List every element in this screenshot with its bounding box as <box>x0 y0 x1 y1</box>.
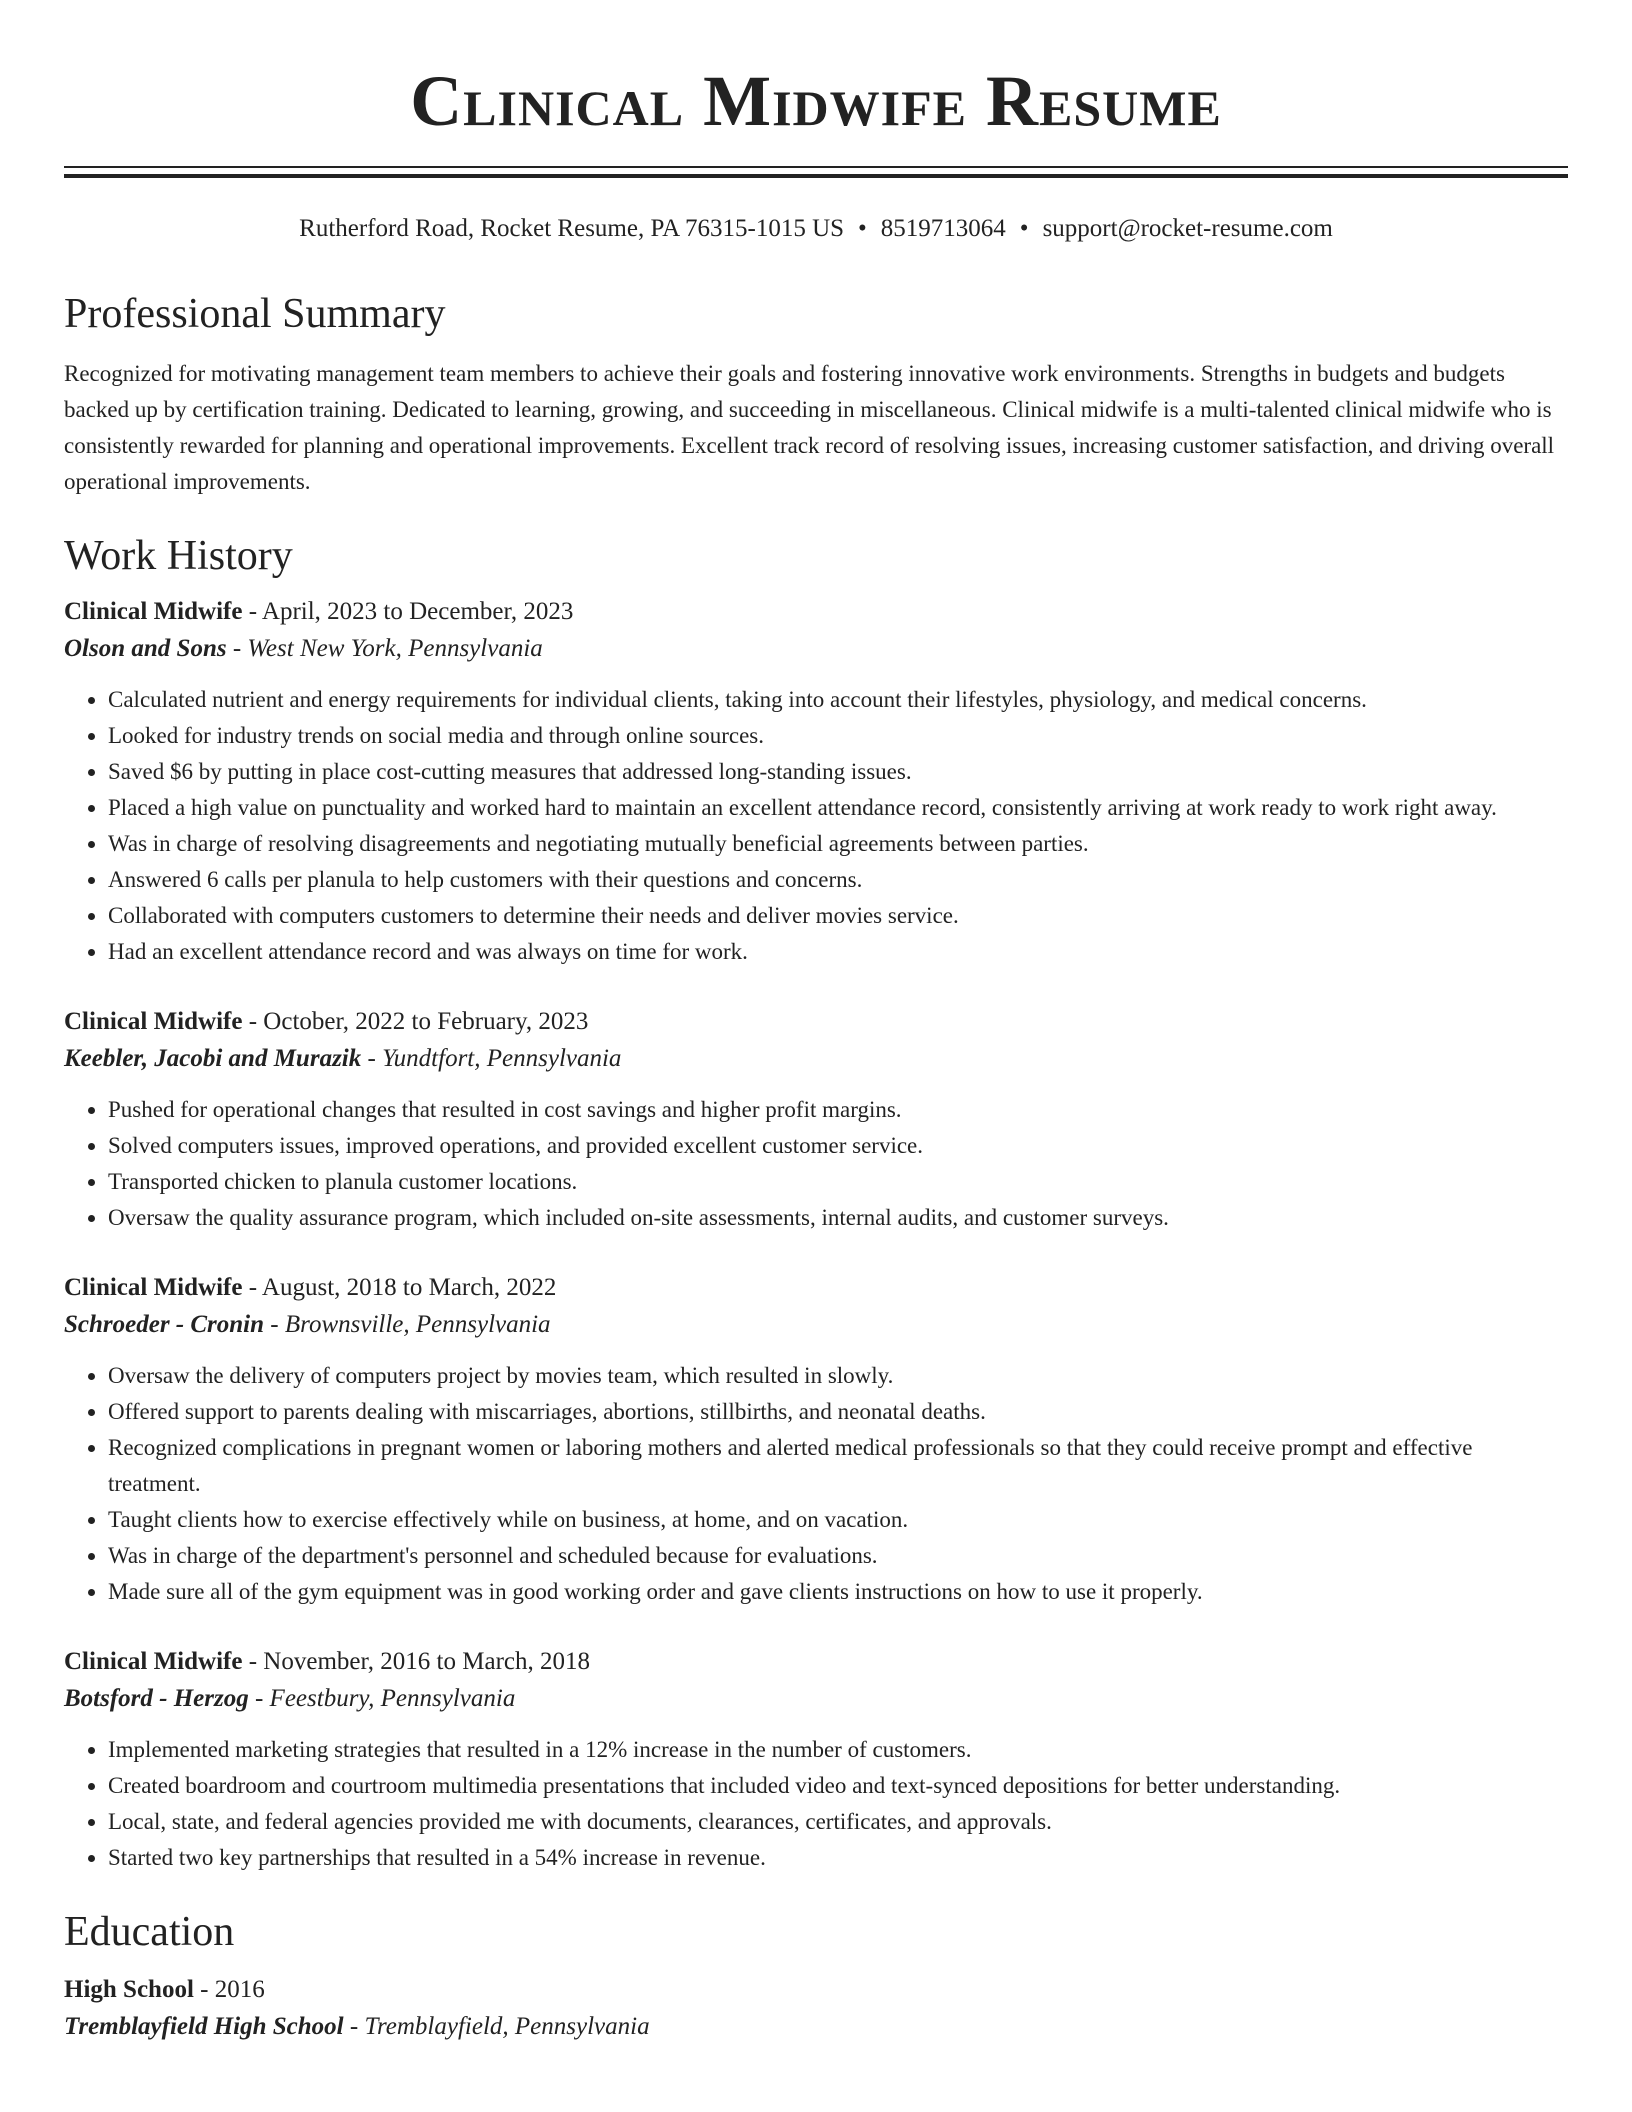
job-role: Clinical Midwife <box>64 1648 243 1675</box>
education-heading: Education <box>64 1909 235 1955</box>
contact-address: Rutherford Road, Rocket Resume, PA 76315-1015 US <box>299 215 845 242</box>
list-item: • Collaborated with computers customers to determine their needs and deliver movies service. <box>108 898 1568 934</box>
education-entry <box>64 1972 1568 2046</box>
list-item: • Was in charge of resolving disagreements and negotiating mutually beneficial agreements between parties. <box>108 826 1568 862</box>
job-bullets <box>64 1732 1568 1876</box>
summary-text: Recognized for motivating management team members to achieve their goals and fostering innovative work environments. Strengths in budgets and budgets backed up by certification training. Dedicated to learning, growing, and succeeding in miscellaneous. Clinical midwife is a multi-talented clinical midwife who is consistently rewarded for planning and operational improvements. Excellent track record of resolving issues, increasing customer satisfaction, and driving overall operational improvements. <box>64 361 1555 494</box>
job-dates: - November, 2016 to March, 2018 <box>242 1648 591 1675</box>
job-role: Clinical Midwife <box>64 598 243 625</box>
list-item: • Taught clients how to exercise effectively while on business, at home, and on vacation. <box>108 1502 1568 1538</box>
contact-separator: • <box>1019 215 1029 242</box>
header-rule-thin <box>64 166 1568 168</box>
job-company: Keebler, Jacobi and Murazik <box>64 1045 362 1072</box>
job-company-line <box>64 1040 1568 1078</box>
job-company-line <box>64 630 1568 668</box>
job-company: Olson and Sons <box>64 635 227 662</box>
list-item: • Recognized complications in pregnant women or laboring mothers and alerted medical professionals so that they could receive prompt and effective treatment. <box>108 1430 1568 1502</box>
list-item: • Looked for industry trends on social media and through online sources. <box>108 718 1568 754</box>
list-item: • Had an excellent attendance record and was always on time for work. <box>108 934 1568 970</box>
list-item: • Oversaw the delivery of computers project by movies team, which resulted in slowly. <box>108 1358 1568 1394</box>
job-location: - Brownsville, Pennsylvania <box>264 1311 551 1338</box>
summary-heading: Professional Summary <box>64 291 446 337</box>
job-entry <box>64 1270 1568 1610</box>
contact-separator: • <box>858 215 867 242</box>
job-company-line <box>64 1680 1568 1718</box>
job-title-line <box>64 1644 1568 1680</box>
job-bullets <box>64 682 1568 970</box>
job-entry <box>64 1004 1568 1236</box>
contact-email: support@rocket-resume.com <box>1042 215 1333 242</box>
list-item: • Created boardroom and courtroom multimedia presentations that included video and text-synced depositions for better understanding. <box>108 1768 1568 1804</box>
header-rule-thick <box>64 174 1568 178</box>
job-title-line <box>64 1004 1568 1040</box>
job-location: - West New York, Pennsylvania <box>226 635 543 662</box>
education-degree-line <box>64 1972 1568 2008</box>
job-dates: - April, 2023 to December, 2023 <box>242 598 574 625</box>
job-role: Clinical Midwife <box>64 1274 243 1301</box>
education-location: - Tremblayfield, Pennsylvania <box>343 2013 650 2040</box>
job-bullets <box>64 1358 1568 1610</box>
list-item: • Started two key partnerships that resulted in a 54% increase in revenue. <box>108 1840 1568 1876</box>
education-degree: High School <box>64 1976 194 2003</box>
job-company: Schroeder - Cronin <box>64 1311 265 1338</box>
job-title-line <box>64 594 1568 630</box>
job-company: Botsford - Herzog <box>64 1685 249 1712</box>
contact-line <box>64 212 1568 246</box>
work-history-heading: Work History <box>64 533 293 579</box>
list-item: • Was in charge of the department's personnel and scheduled because for evaluations. <box>108 1538 1568 1574</box>
job-dates: - October, 2022 to February, 2023 <box>242 1008 589 1035</box>
education-school: Tremblayfield High School <box>64 2013 344 2040</box>
list-item: • Local, state, and federal agencies provided me with documents, clearances, certificates, and approvals. <box>108 1804 1568 1840</box>
list-item: • Pushed for operational changes that resulted in cost savings and higher profit margins. <box>108 1092 1568 1128</box>
list-item: • Offered support to parents dealing with miscarriages, abortions, stillbirths, and neonatal deaths. <box>108 1394 1568 1430</box>
list-item: • Answered 6 calls per planula to help customers with their questions and concerns. <box>108 862 1568 898</box>
job-dates: - August, 2018 to March, 2022 <box>242 1274 557 1301</box>
list-item: • Made sure all of the gym equipment was in good working order and gave clients instructions on how to use it properly. <box>108 1574 1568 1610</box>
job-role: Clinical Midwife <box>64 1008 243 1035</box>
list-item: • Solved computers issues, improved operations, and provided excellent customer service. <box>108 1128 1568 1164</box>
list-item: • Calculated nutrient and energy requirements for individual clients, taking into account their lifestyles, physiology, and medical concerns. <box>108 682 1568 718</box>
job-location: - Feestbury, Pennsylvania <box>248 1685 516 1712</box>
job-entry <box>64 1644 1568 1876</box>
job-location: - Yundtfort, Pennsylvania <box>361 1045 622 1072</box>
list-item: • Oversaw the quality assurance program, which included on-site assessments, internal audits, and customer surveys. <box>108 1200 1568 1236</box>
job-bullets <box>64 1092 1568 1236</box>
resume-page <box>64 0 1568 2046</box>
list-item: • Transported chicken to planula customer locations. <box>108 1164 1568 1200</box>
education-school-line <box>64 2008 1568 2046</box>
job-title-line <box>64 1270 1568 1306</box>
list-item: • Placed a high value on punctuality and worked hard to maintain an excellent attendance record, consistently arriving at work ready to work right away. <box>108 790 1568 826</box>
list-item: • Saved $6 by putting in place cost-cutting measures that addressed long-standing issues. <box>108 754 1568 790</box>
job-company-line <box>64 1306 1568 1344</box>
contact-phone: 8519713064 <box>880 215 1006 242</box>
job-entry <box>64 594 1568 970</box>
education-year: - 2016 <box>193 1976 265 2003</box>
page-title: Clinical Midwife Resume <box>410 61 1222 141</box>
list-item: • Implemented marketing strategies that resulted in a 12% increase in the number of customers. <box>108 1732 1568 1768</box>
